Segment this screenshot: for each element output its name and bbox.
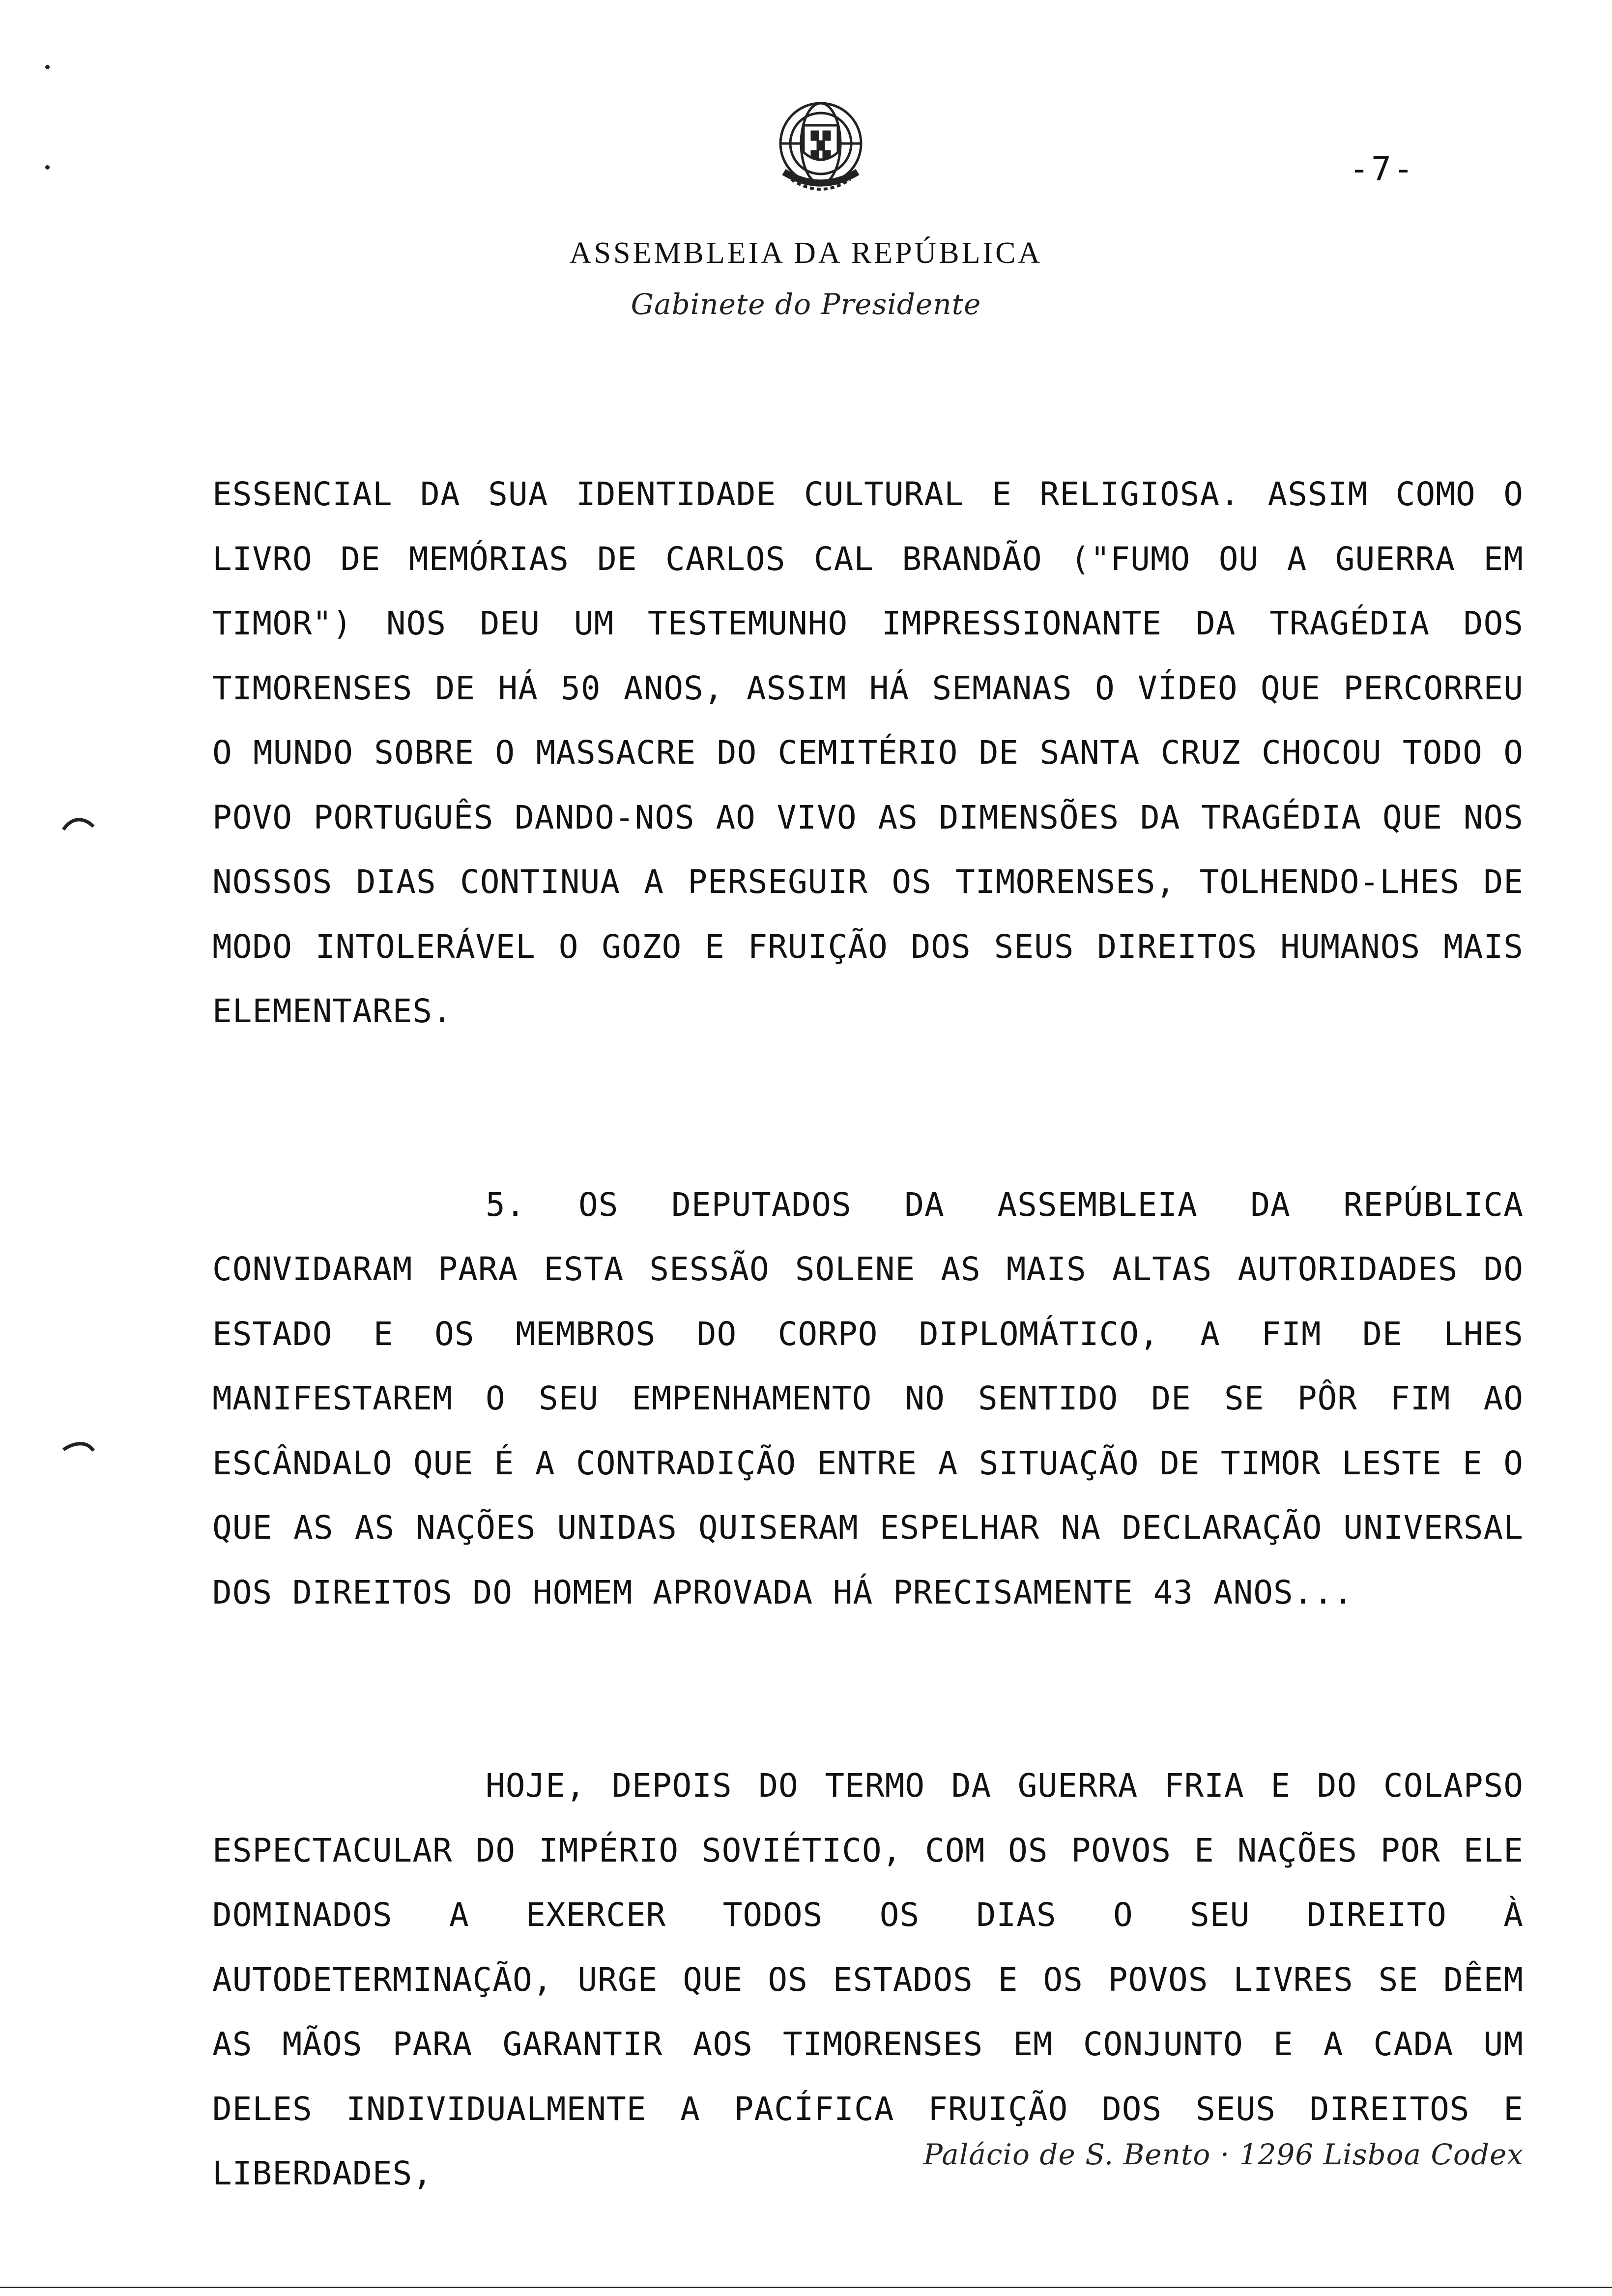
margin-dot bbox=[45, 165, 50, 170]
institution-name: ASSEMBLEIA DA REPÚBLICA bbox=[569, 236, 1043, 270]
office-name: Gabinete do Presidente bbox=[631, 287, 981, 321]
footer-address: Palácio de S. Bento · 1296 Lisboa Codex bbox=[923, 2138, 1524, 2171]
margin-mark bbox=[61, 817, 95, 832]
footer-rule bbox=[0, 2287, 1612, 2288]
document-body bbox=[212, 462, 1524, 2206]
portuguese-coat-of-arms-icon bbox=[764, 88, 877, 201]
body-paragraph: HOJE, DEPOIS DO TERMO DA GUERRA FRIA E DO COLAPSO ESPECTACULAR DO IMPÉRIO SOVIÉTICO, COM OS POVOS E NAÇÕES POR ELE DOMINADOS A EXERCER TODOS OS DIAS O SEU DIREITO À AUTODETERMINAÇÃO, URGE QUE OS ESTADOS E OS POVOS LIVRES SE DÊEM AS MÃOS PARA GARANTIR AOS TIMORENSES EM CONJUNTO E A CADA UM DELES INDIVIDUALMENTE A PACÍFICA FRUIÇÃO DOS SEUS DIREITOS E LIBERDADES, bbox=[212, 1767, 1524, 2192]
body-paragraph: 5. OS DEPUTADOS DA ASSEMBLEIA DA REPÚBLICA CONVIDARAM PARA ESTA SESSÃO SOLENE AS MAIS ALTAS AUTORIDADES DO ESTADO E OS MEMBROS DO CORPO DIPLOMÁTICO, A FIM DE LHES MANIFESTAREM O SEU EMPENHAMENTO NO SENTIDO DE SE PÔR FIM AO ESCÂNDALO QUE É A CONTRADIÇÃO ENTRE A SITUAÇÃO DE TIMOR LESTE E O QUE AS AS NAÇÕES UNIDAS QUISERAM ESPELHAR NA DECLARAÇÃO UNIVERSAL DOS DIREITOS DO HOMEM APROVADA HÁ PRECISAMENTE 43 ANOS... bbox=[212, 1185, 1524, 1611]
margin-dot bbox=[45, 65, 50, 69]
page-number: -7- bbox=[1349, 150, 1415, 189]
margin-mark bbox=[61, 1440, 95, 1455]
body-paragraph: ESSENCIAL DA SUA IDENTIDADE CULTURAL E RELIGIOSA. ASSIM COMO O LIVRO DE MEMÓRIAS DE CARLOS CAL BRANDÃO ("FUMO OU A GUERRA EM TIMOR") NOS DEU UM TESTEMUNHO IMPRESSIONANTE DA TRAGÉDIA DOS TIMORENSES DE HÁ 50 ANOS, ASSIM HÁ SEMANAS O VÍDEO QUE PERCORREU O MUNDO SOBRE O MASSACRE DO CEMITÉRIO DE SANTA CRUZ CHOCOU TODO O POVO PORTUGUÊS DANDO-NOS AO VIVO AS DIMENSÕES DA TRAGÉDIA QUE NOS NOSSOS DIAS CONTINUA A PERSEGUIR OS TIMORENSES, TOLHENDO-LHES DE MODO INTOLERÁVEL O GOZO E FRUIÇÃO DOS SEUS DIREITOS HUMANOS MAIS ELEMENTARES. bbox=[212, 475, 1524, 1030]
